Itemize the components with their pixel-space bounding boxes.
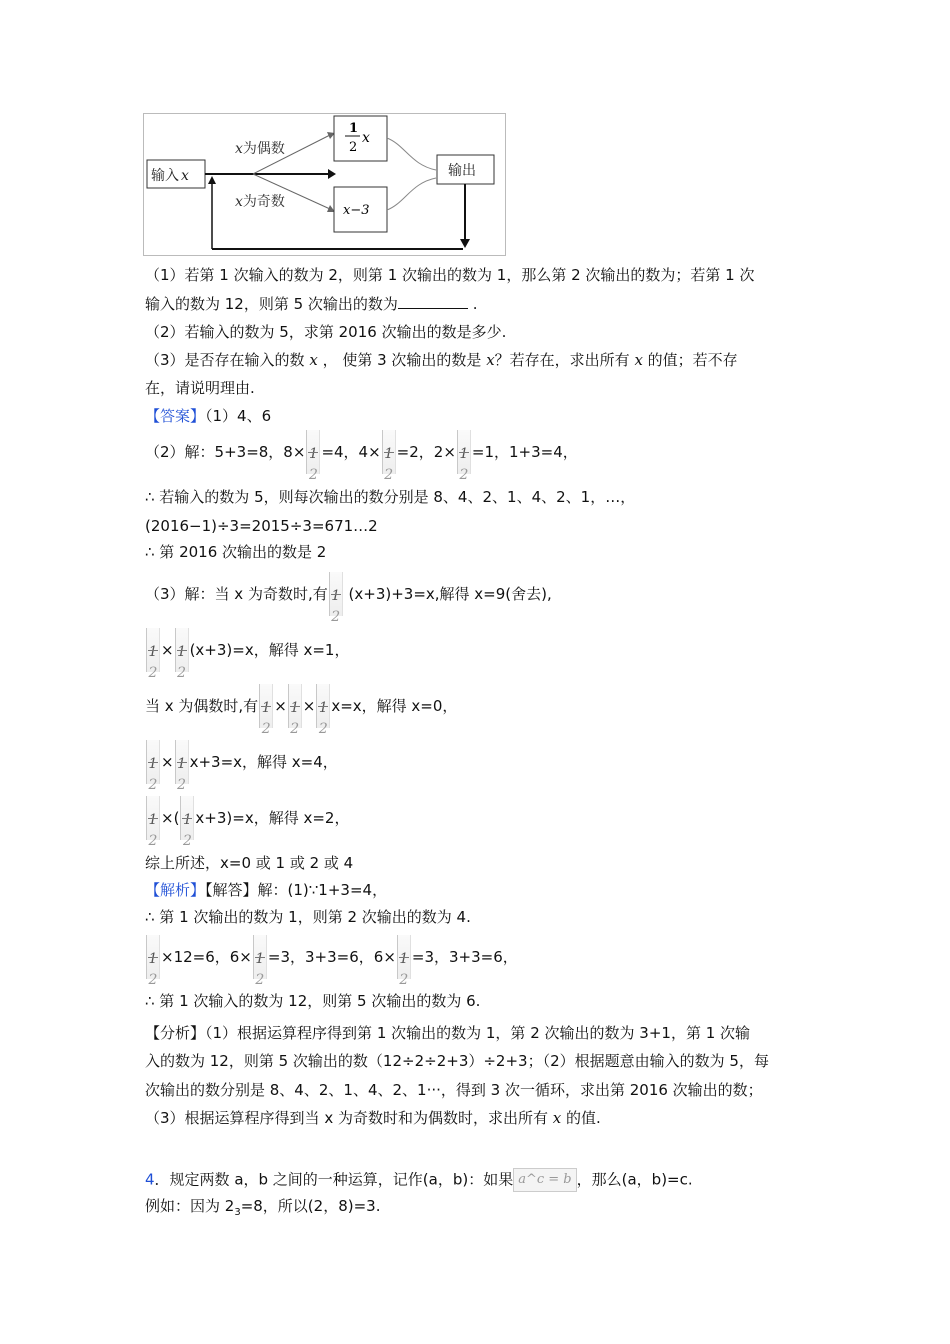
analysis-line2: ∴ 第 1 次输出的数为 1，则第 2 次输出的数为 4. <box>145 908 471 926</box>
q4-line2: 例如：因为 $2_3=8$，所以(2，8)=3. <box>145 1197 381 1218</box>
fraction-image: 1 2 <box>259 684 273 728</box>
analysis-line3: 1 2 ×12=6，6× 1 2 =3，3+3=6，6× 1 2 =3，3+3=6， <box>145 935 518 979</box>
answer-blank <box>398 294 468 309</box>
fraction-image: 1 2 <box>146 935 160 979</box>
q3-line1: （3）是否存在输入的数 x ， 使第 3 次输出的数是 x？若存在，求出所有 x 的值；若不存 <box>145 351 738 369</box>
fraction-image: 1 2 <box>146 740 160 784</box>
analysis-line1: 【解析】【解答】解：(1)∵1+3=4， <box>145 881 388 899</box>
formula-image: a^c = b <box>513 1168 576 1192</box>
fenxi-line4: （3）根据运算程序得到当 x 为奇数时和为偶数时，求出所有 x 的值. <box>145 1109 601 1127</box>
q1-line2: 输入的数为 12，则第 5 次输出的数为 . <box>145 295 478 313</box>
fraction-image: 1 2 <box>180 796 194 840</box>
svg-text:x−3: x−3 <box>343 203 370 218</box>
svg-text:x: x <box>362 130 370 146</box>
odd-label: x为奇数 <box>235 194 285 210</box>
fraction-image: 1 2 <box>306 430 320 474</box>
analysis-line4: ∴ 第 1 次输入的数为 12，则第 5 次输出的数为 6. <box>145 992 481 1010</box>
answer-s2-line4: ∴ 第 2016 次输出的数是 2 <box>145 543 327 561</box>
fenxi-line2: 入的数为 12，则第 5 次输出的数（12÷2÷2+3）÷2+3；（2）根据题意由输入的数为 5，每 <box>145 1052 769 1070</box>
q1-line1: （1）若第 1 次输入的数为 2，则第 1 次输出的数为 1，那么第 2 次输出的数为；若第 1 次 <box>145 266 755 284</box>
fenxi-line3: 次输出的数分别是 8、4、2、1、4、2、1···，得到 3 次一循环，求出第 2016 次输出的数； <box>145 1081 763 1099</box>
fenxi-line1: 【分析】（1）根据运算程序得到第 1 次输出的数为 1，第 2 次输出的数为 3+1，第 1 次输 <box>145 1024 751 1042</box>
fraction-image: 1 2 <box>382 430 396 474</box>
fraction-image: 1 2 <box>175 740 189 784</box>
q4-number: 4 <box>145 1170 155 1189</box>
answer-s2-line1: （2）解：5+3=8，8× 1 2 =4，4× 1 2 =2，2× 1 2 =1，1+3=4， <box>145 430 578 474</box>
answer-s3-line4: 1 2 × 1 2 x+3=x，解得 x=4， <box>145 740 338 784</box>
answer-s3-line1: （3）解：当 x 为奇数时,有 1 2 (x+3)+3=x,解得 x=9(舍去), <box>145 572 552 616</box>
fraction-image: 1 2 <box>316 684 330 728</box>
answer-summary: 综上所述，x=0 或 1 或 2 或 4 <box>145 854 354 872</box>
even-label: x为偶数 <box>235 141 285 157</box>
svg-text:输出: 输出 <box>448 163 476 179</box>
answer-s3-line2: 1 2 × 1 2 (x+3)=x，解得 x=1， <box>145 628 349 672</box>
q2-text: （2）若输入的数为 5，求第 2016 次输出的数是多少. <box>145 323 507 341</box>
svg-text:2: 2 <box>349 140 358 155</box>
fraction-image: 1 2 <box>146 628 160 672</box>
fraction-image: 1 2 <box>253 935 267 979</box>
half-box <box>334 116 387 161</box>
fraction-image: 1 2 <box>329 572 343 616</box>
fraction-image: 1 2 <box>146 796 160 840</box>
answer-line: 【答案】（1）4、6 <box>145 407 272 425</box>
q3-line2: 在，请说明理由. <box>145 379 255 397</box>
fraction-image: 1 2 <box>397 935 411 979</box>
answer-s3-line5: 1 2 ×( 1 2 x+3)=x，解得 x=2， <box>145 796 349 840</box>
answer-s2-line3: (2016−1)÷3=2015÷3=671…2 <box>145 517 378 535</box>
svg-text:输入x: 输入 x <box>151 168 189 184</box>
analysis-tag: 【解析】 <box>145 881 206 899</box>
answer-tag: 【答案】 <box>145 407 206 425</box>
fraction-image: 1 2 <box>175 628 189 672</box>
answer-s2-line2: ∴ 若输入的数为 5，则每次输出的数分别是 8、4、2、1、4、2、1，…， <box>145 488 636 506</box>
flowchart <box>143 113 506 256</box>
answer-s3-line3: 当 x 为偶数时,有 1 2 × 1 2 × 1 2 x=x，解得 x=0， <box>145 684 457 728</box>
fraction-image: 1 2 <box>288 684 302 728</box>
q4-line1: 4．规定两数 a，b 之间的一种运算，记作(a，b)：如果 a^c = b ，那么(a，b)=c. <box>145 1168 693 1192</box>
svg-text:1: 1 <box>349 121 359 136</box>
fraction-image: 1 2 <box>457 430 471 474</box>
